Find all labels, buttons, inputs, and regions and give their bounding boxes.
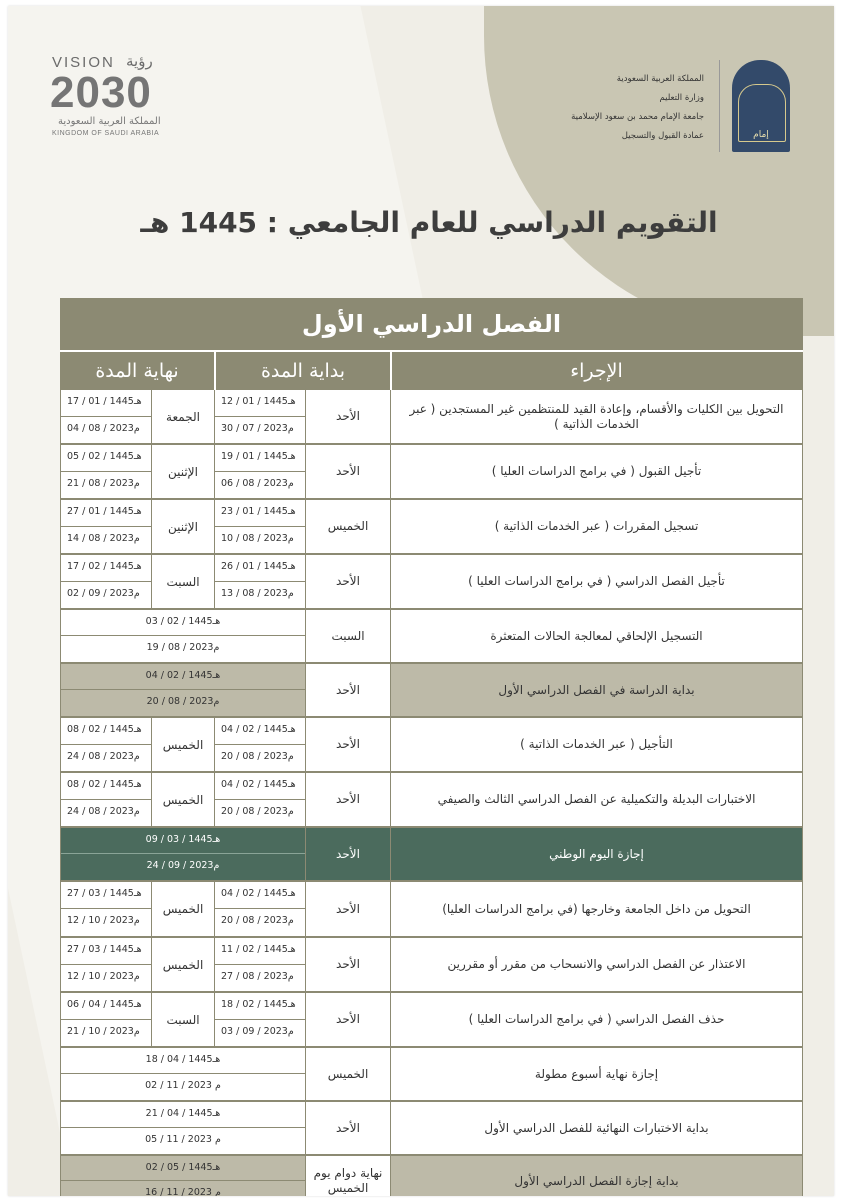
start-date-hijri: 11 / 02 / 1445هـ <box>215 938 305 965</box>
end-date-cell <box>60 773 151 826</box>
start-date-cell <box>214 555 305 608</box>
table-row <box>60 1156 803 1196</box>
table-body <box>60 390 803 1196</box>
start-date-cell <box>214 500 305 553</box>
end-date-gregorian: 02 / 09 / 2023م <box>67 587 140 599</box>
end-date-cell <box>60 500 151 553</box>
end-day-cell <box>151 500 214 553</box>
end-date-gregorian: 12 / 10 / 2023م <box>67 970 140 982</box>
end-day: السبت <box>166 1012 200 1027</box>
procedure-cell <box>390 664 803 716</box>
procedure-cell <box>390 610 803 662</box>
end-date-hijri: 17 / 01 / 1445هـ <box>61 390 151 417</box>
end-date-hijri: 27 / 03 / 1445هـ <box>61 882 151 909</box>
date-gregorian: 05 / 11 / 2023 م <box>145 1134 221 1145</box>
date-hijri: 18 / 04 / 1445هـ <box>61 1048 305 1074</box>
start-date-cell <box>214 882 305 936</box>
procedure-cell <box>390 938 803 991</box>
date-gregorian: 24 / 09 / 2023م <box>146 860 220 871</box>
procedure-cell <box>390 718 803 771</box>
start-day-cell <box>305 555 390 608</box>
start-date-cell <box>214 445 305 498</box>
end-day-cell <box>151 718 214 771</box>
org-line: عمادة القبول والتسجيل <box>621 131 704 141</box>
end-date-hijri: 08 / 02 / 1445هـ <box>61 718 151 745</box>
table-row <box>60 555 803 610</box>
start-date-gregorian: 20 / 08 / 2023م <box>221 805 294 817</box>
start-date-gregorian: 27 / 08 / 2023م <box>221 970 294 982</box>
start-day: الأحد <box>336 464 360 478</box>
end-day: الإثنين <box>168 464 198 479</box>
start-day-cell <box>305 610 390 662</box>
start-date-gregorian: 06 / 08 / 2023م <box>221 477 294 489</box>
start-date-cell <box>214 938 305 991</box>
end-date-hijri: 06 / 04 / 1445هـ <box>61 993 151 1020</box>
start-date-gregorian: 10 / 08 / 2023م <box>221 532 294 544</box>
start-day: الأحد <box>336 574 360 588</box>
table-row <box>60 610 803 664</box>
start-day-cell <box>305 1102 390 1154</box>
end-date-gregorian: 21 / 10 / 2023م <box>67 1025 140 1037</box>
procedure-text: التسجيل الإلحاقي لمعالجة الحالات المتعثرة <box>490 628 703 643</box>
calendar-table <box>60 298 803 1196</box>
vision-kingdom-ar: المملكة العربية السعودية <box>58 116 161 127</box>
start-date-hijri: 04 / 02 / 1445هـ <box>215 718 305 745</box>
table-row <box>60 993 803 1048</box>
procedure-cell <box>390 828 803 880</box>
start-day-cell <box>305 993 390 1046</box>
table-row <box>60 664 803 718</box>
start-day: الأحد <box>336 737 360 751</box>
start-day: السبت <box>331 628 365 643</box>
column-procedure: الإجراء <box>570 360 623 382</box>
start-date-hijri: 19 / 01 / 1445هـ <box>215 445 305 472</box>
end-day: الخميس <box>162 957 204 972</box>
date-gregorian: 19 / 08 / 2023م <box>146 642 220 653</box>
end-day-cell <box>151 938 214 991</box>
date-cell <box>60 1156 305 1196</box>
procedure-text: بداية الاختبارات النهائية للفصل الدراسي الأول <box>484 1120 709 1135</box>
end-date-gregorian: 21 / 08 / 2023م <box>67 477 140 489</box>
end-date-hijri: 27 / 01 / 1445هـ <box>61 500 151 527</box>
end-date-cell <box>60 882 151 936</box>
end-date-cell <box>60 445 151 498</box>
semester-title: الفصل الدراسي الأول <box>60 298 803 350</box>
start-date-cell <box>214 993 305 1046</box>
procedure-text: إجازة اليوم الوطني <box>549 846 644 861</box>
table-row <box>60 773 803 828</box>
end-day: الخميس <box>162 737 204 752</box>
start-day: الخميس <box>327 1066 369 1081</box>
procedure-cell <box>390 993 803 1046</box>
end-day-cell <box>151 390 214 443</box>
end-date-hijri: 05 / 02 / 1445هـ <box>61 445 151 472</box>
end-day: السبت <box>166 574 200 589</box>
end-day-cell <box>151 882 214 936</box>
procedure-cell <box>390 1102 803 1154</box>
date-gregorian: 16 / 11 / 2023 م <box>145 1187 221 1196</box>
vision-label: VISION <box>52 54 115 71</box>
university-logo <box>732 60 790 152</box>
end-date-gregorian: 12 / 10 / 2023م <box>67 915 140 926</box>
end-day-cell <box>151 993 214 1046</box>
start-date-hijri: 26 / 01 / 1445هـ <box>215 555 305 582</box>
start-date-cell <box>214 390 305 443</box>
procedure-text: تأجيل الفصل الدراسي ( في برامج الدراسات العليا ) <box>468 574 725 588</box>
end-date-hijri: 17 / 02 / 1445هـ <box>61 555 151 582</box>
end-date-cell <box>60 390 151 443</box>
end-day: الإثنين <box>168 519 198 534</box>
start-day: الخميس <box>327 519 369 533</box>
table-row <box>60 390 803 445</box>
table-header <box>60 350 803 390</box>
date-hijri: 03 / 02 / 1445هـ <box>61 610 305 636</box>
end-date-hijri: 27 / 03 / 1445هـ <box>61 938 151 965</box>
header-divider <box>719 60 720 152</box>
column-start: بداية المدة <box>214 352 392 390</box>
end-day-cell <box>151 555 214 608</box>
procedure-text: التحويل من داخل الجامعة وخارجها (في برامج الدراسات العليا) <box>442 901 751 916</box>
start-day-cell <box>305 500 390 553</box>
start-day: الأحد <box>336 409 360 423</box>
end-date-cell <box>60 938 151 991</box>
start-day: الأحد <box>336 846 360 861</box>
procedure-text: التحويل بين الكليات والأقسام، وإعادة القيد للمنتظمين غير المستجدين ( عبر الخدمات الذاتية ) <box>409 401 784 431</box>
table-row <box>60 882 803 938</box>
procedure-text: تسجيل المقررات ( عبر الخدمات الذاتية ) <box>494 519 699 533</box>
date-cell <box>60 1102 305 1154</box>
procedure-text: بداية الدراسة في الفصل الدراسي الأول <box>498 682 695 697</box>
org-line: وزارة التعليم <box>659 93 704 103</box>
date-hijri: 09 / 03 / 1445هـ <box>61 828 305 854</box>
date-hijri: 21 / 04 / 1445هـ <box>61 1102 305 1128</box>
start-day-cell <box>305 445 390 498</box>
end-date-cell <box>60 718 151 771</box>
procedure-text: التأجيل ( عبر الخدمات الذاتية ) <box>520 737 673 751</box>
table-row <box>60 718 803 773</box>
date-cell <box>60 610 305 662</box>
procedure-text: بداية إجازة الفصل الدراسي الأول <box>514 1173 679 1188</box>
table-row <box>60 1048 803 1102</box>
start-day: نهاية دوام يوم الخميس <box>313 1166 383 1195</box>
vision-2030-logo <box>48 52 198 142</box>
procedure-cell <box>390 1156 803 1196</box>
table-row <box>60 445 803 500</box>
start-day-cell <box>305 828 390 880</box>
procedure-cell <box>390 555 803 608</box>
start-date-hijri: 18 / 02 / 1445هـ <box>215 993 305 1020</box>
end-date-gregorian: 24 / 08 / 2023م <box>67 805 140 817</box>
end-date-cell <box>60 993 151 1046</box>
start-date-cell <box>214 718 305 771</box>
logo-text: إمام <box>753 130 769 140</box>
end-day: الخميس <box>162 792 204 807</box>
date-hijri: 04 / 02 / 1445هـ <box>61 664 305 690</box>
start-day-cell <box>305 938 390 991</box>
end-date-gregorian: 04 / 08 / 2023م <box>67 422 140 434</box>
start-day-cell <box>305 664 390 716</box>
table-row <box>60 938 803 993</box>
start-date-hijri: 12 / 01 / 1445هـ <box>215 390 305 417</box>
procedure-cell <box>390 500 803 553</box>
procedure-cell <box>390 773 803 826</box>
date-gregorian: 02 / 11 / 2023 م <box>145 1080 221 1091</box>
end-date-gregorian: 24 / 08 / 2023م <box>67 750 140 762</box>
date-hijri: 02 / 05 / 1445هـ <box>61 1156 305 1181</box>
start-day: الأحد <box>336 792 360 806</box>
org-line: جامعة الإمام محمد بن سعود الإسلامية <box>571 112 704 122</box>
start-date-gregorian: 30 / 07 / 2023م <box>221 422 294 434</box>
start-day-cell <box>305 1156 390 1196</box>
vision-year: 2030 <box>50 68 152 117</box>
start-day: الأحد <box>336 682 360 697</box>
start-date-gregorian: 20 / 08 / 2023م <box>221 750 294 762</box>
end-day: الجمعة <box>166 409 200 424</box>
end-date-hijri: 08 / 02 / 1445هـ <box>61 773 151 800</box>
start-day-cell <box>305 882 390 936</box>
start-date-gregorian: 13 / 08 / 2023م <box>221 587 294 599</box>
date-cell <box>60 828 305 880</box>
vision-label-ar: رؤية <box>126 52 153 70</box>
procedure-text: إجازة نهاية أسبوع مطولة <box>534 1066 659 1081</box>
end-day-cell <box>151 445 214 498</box>
org-line: المملكة العربية السعودية <box>616 74 704 84</box>
procedure-cell <box>390 1048 803 1100</box>
start-date-gregorian: 03 / 09 / 2023م <box>221 1025 294 1037</box>
vision-kingdom-en: KINGDOM OF SAUDI ARABIA <box>52 130 160 137</box>
table-row <box>60 500 803 555</box>
background-shape <box>484 6 834 336</box>
procedure-cell <box>390 882 803 936</box>
date-cell <box>60 1048 305 1100</box>
start-day: الأحد <box>336 957 360 971</box>
procedure-text: الاعتذار عن الفصل الدراسي والانسحاب من مقرر أو مقررين <box>447 957 746 971</box>
start-day-cell <box>305 718 390 771</box>
start-day-cell <box>305 390 390 443</box>
procedure-cell <box>390 445 803 498</box>
page-title: التقويم الدراسي للعام الجامعي : 1445 هـ <box>140 206 718 239</box>
page <box>8 6 834 1196</box>
start-date-hijri: 23 / 01 / 1445هـ <box>215 500 305 527</box>
start-day: الأحد <box>336 901 360 916</box>
table-row <box>60 1102 803 1156</box>
end-date-cell <box>60 555 151 608</box>
start-date-gregorian: 20 / 08 / 2023م <box>221 915 294 926</box>
start-day: الأحد <box>336 1120 360 1135</box>
column-end: نهاية المدة <box>95 360 179 382</box>
procedure-text: الاختبارات البديلة والتكميلية عن الفصل الدراسي الثالث والصيفي <box>437 792 756 806</box>
table-row <box>60 828 803 882</box>
start-day-cell <box>305 1048 390 1100</box>
start-day-cell <box>305 773 390 826</box>
procedure-cell <box>390 390 803 443</box>
start-date-hijri: 04 / 02 / 1445هـ <box>215 773 305 800</box>
procedure-text: حذف الفصل الدراسي ( في برامج الدراسات العليا ) <box>468 1012 725 1026</box>
procedure-text: تأجيل القبول ( في برامج الدراسات العليا ) <box>491 464 702 478</box>
start-date-cell <box>214 773 305 826</box>
date-cell <box>60 664 305 716</box>
start-day: الأحد <box>336 1012 360 1026</box>
organization-lines <box>504 70 704 146</box>
end-day-cell <box>151 773 214 826</box>
end-day: الخميس <box>162 902 204 916</box>
date-gregorian: 20 / 08 / 2023م <box>146 696 220 707</box>
start-date-hijri: 04 / 02 / 1445هـ <box>215 882 305 909</box>
end-date-gregorian: 14 / 08 / 2023م <box>67 532 140 544</box>
